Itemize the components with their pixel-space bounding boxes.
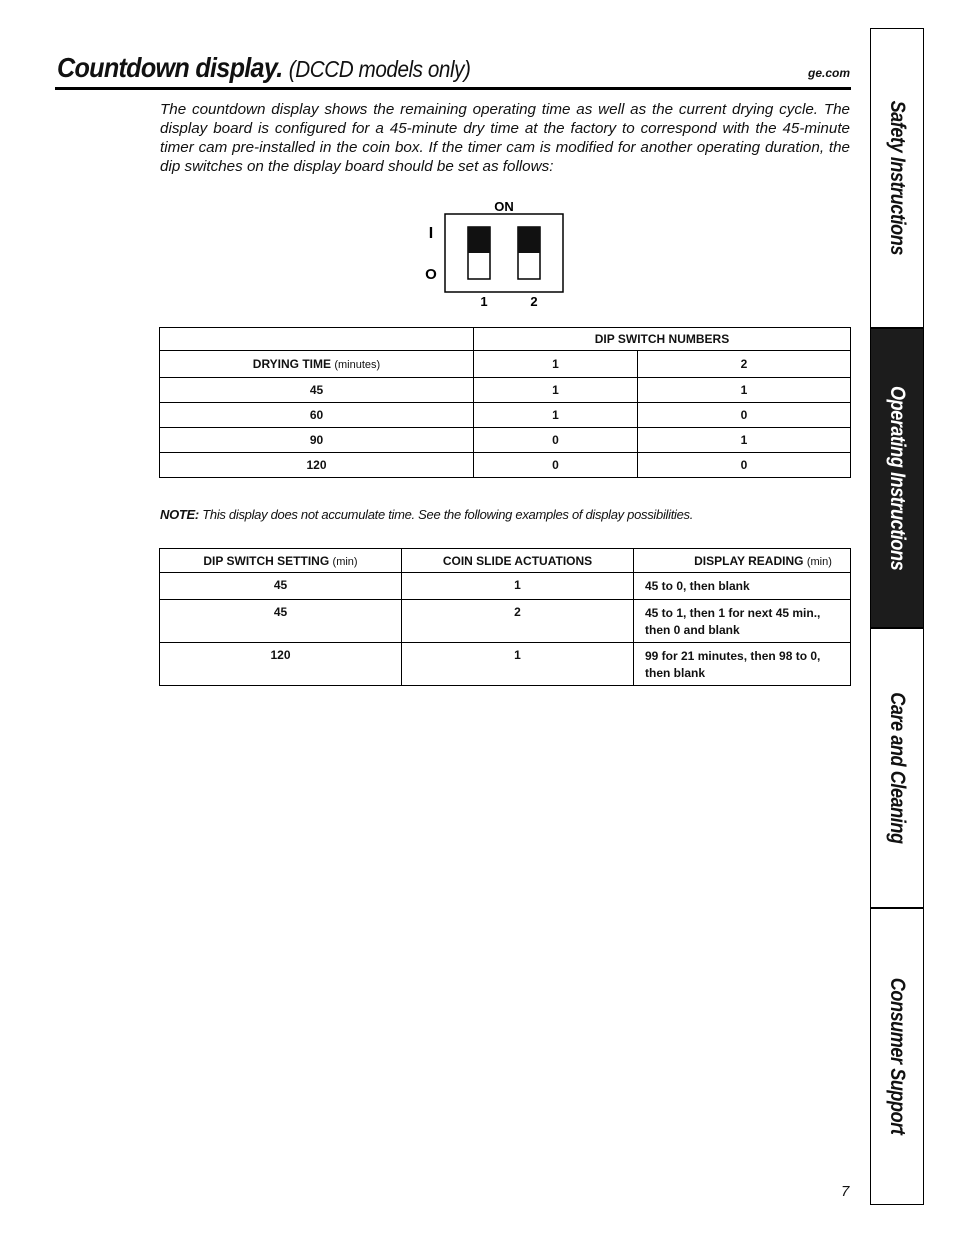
- dip-on-label: ON: [494, 199, 514, 214]
- table-cell: 60: [160, 403, 474, 428]
- table-cell: 120: [160, 453, 474, 478]
- switch-2-header: 2: [638, 351, 851, 378]
- table-cell: 0: [474, 428, 638, 453]
- page-title-main: Countdown display.: [57, 52, 283, 83]
- table-cell: 45: [160, 378, 474, 403]
- drying-time-header: [160, 351, 474, 378]
- table-cell: 1: [474, 378, 638, 403]
- dip-i-label: I: [428, 225, 434, 242]
- table-cell: 1: [402, 573, 634, 600]
- header-main: DISPLAY READING: [694, 553, 804, 568]
- note-text: This display does not accumulate time. See the following examples of display possibilities.: [198, 507, 694, 522]
- table-cell: 45: [160, 573, 402, 600]
- table-row: [160, 351, 851, 378]
- intro-paragraph: The countdown display shows the remaining operating time as well as the current drying cycle. The display board is configured for a 45-minute dry time at the factory to correspond with the 45-minute timer cam pre-installed in the coin box. If the timer cam is modified for another operating duration, the dip switches on the display board should be set as follows:: [160, 101, 850, 175]
- page-number: 7: [841, 1183, 850, 1200]
- table-cell: 120: [160, 643, 402, 686]
- table-cell: 0: [638, 403, 851, 428]
- dip-setting-header: [160, 549, 402, 573]
- display-reading-header: [634, 549, 851, 573]
- page-subtitle: (DCCD models only): [288, 56, 471, 82]
- title-rule: [55, 87, 851, 90]
- table-row: [160, 428, 851, 453]
- table-row: [160, 600, 851, 643]
- tab-consumer-support[interactable]: [871, 909, 923, 1204]
- table-cell: [160, 328, 474, 351]
- table-row: [160, 453, 851, 478]
- tab-label: Operating Instructions: [886, 385, 909, 571]
- note-label: NOTE:: [160, 507, 199, 522]
- note: [160, 507, 693, 522]
- coin-slide-header: COIN SLIDE ACTUATIONS: [402, 549, 634, 573]
- table-cell: 1: [638, 378, 851, 403]
- side-tabs: [870, 28, 924, 1205]
- dip-switch-2: [518, 227, 540, 279]
- dip-switch-1-knob: [468, 227, 490, 253]
- header-main: DIP SWITCH SETTING: [203, 553, 330, 568]
- table-cell: 1: [638, 428, 851, 453]
- dip-switch-numbers-header: DIP SWITCH NUMBERS: [474, 328, 851, 351]
- dip-switch-diagram: [418, 192, 578, 314]
- dip-switch-2-knob: [518, 227, 540, 253]
- switch-1-header: 1: [474, 351, 638, 378]
- table-cell: 2: [402, 600, 634, 643]
- tab-operating-instructions[interactable]: [871, 329, 923, 627]
- table-cell: 0: [638, 453, 851, 478]
- tab-label: Care and Cleaning: [886, 692, 909, 844]
- table-cell: 1: [402, 643, 634, 686]
- header-unit: (min): [806, 555, 832, 568]
- dip-o-label: O: [425, 266, 437, 283]
- table-row: [160, 549, 851, 573]
- table-row: [160, 573, 851, 600]
- site-url[interactable]: ge.com: [807, 66, 850, 80]
- dip-switch-1: [468, 227, 490, 279]
- dip-switch-housing: [445, 214, 563, 292]
- dip-switch-2-label: 2: [530, 294, 538, 309]
- header-unit: (min): [332, 555, 358, 568]
- dip-switch-table: [159, 327, 851, 478]
- table-row: [160, 378, 851, 403]
- table-cell: 45: [160, 600, 402, 643]
- tab-safety-instructions[interactable]: [871, 29, 923, 327]
- dip-switch-1-label: 1: [480, 294, 488, 309]
- table-row: [160, 403, 851, 428]
- table-cell: 45 to 0, then blank: [634, 573, 851, 600]
- tab-label: Safety Instructions: [886, 100, 909, 256]
- tab-care-and-cleaning[interactable]: [871, 629, 923, 907]
- table-cell: 45 to 1, then 1 for next 45 min., then 0 and blank: [634, 600, 851, 643]
- header-unit: (minutes): [334, 359, 381, 371]
- table-cell: 1: [474, 403, 638, 428]
- tab-label: Consumer Support: [886, 978, 909, 1135]
- table-cell: 99 for 21 minutes, then 98 to 0, then blank: [634, 643, 851, 686]
- table-cell: 90: [160, 428, 474, 453]
- table-row: [160, 328, 851, 351]
- table-cell: 0: [474, 453, 638, 478]
- page-title: [57, 52, 470, 84]
- table-row: [160, 643, 851, 686]
- display-examples-table: [159, 548, 851, 686]
- header-main: DRYING TIME: [252, 357, 332, 371]
